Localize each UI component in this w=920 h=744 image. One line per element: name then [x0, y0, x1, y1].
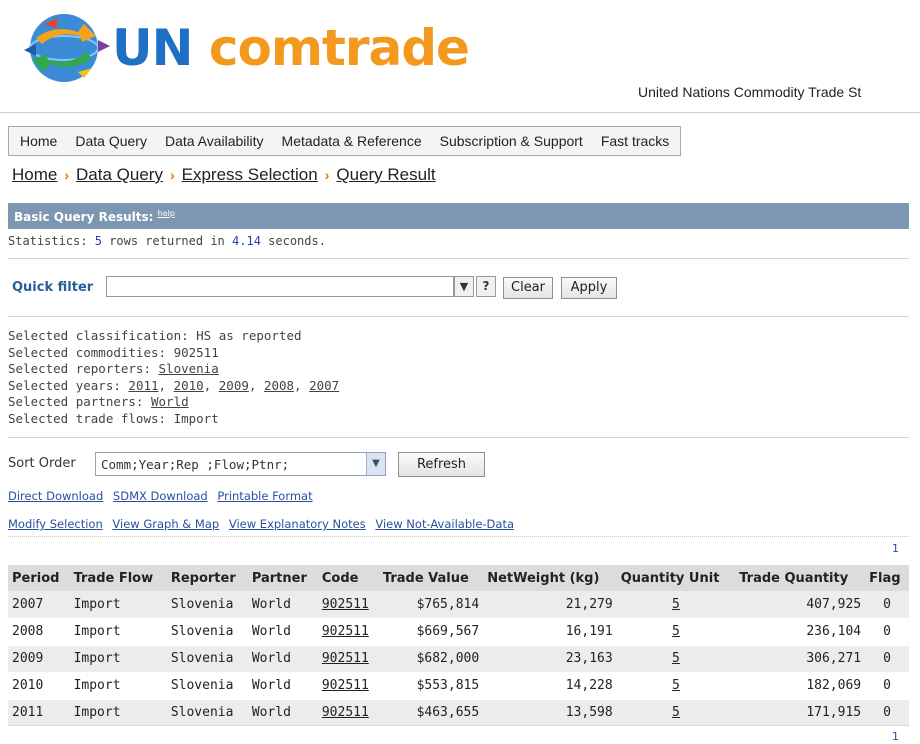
stats-prefix: Statistics:: [8, 234, 88, 248]
cell-quantity-unit-link[interactable]: 5: [617, 672, 736, 699]
cell-partner: World: [248, 672, 318, 699]
cell-flag: 0: [865, 672, 909, 699]
column-header[interactable]: Trade Flow: [70, 565, 167, 591]
selection-summary: [8, 328, 339, 427]
download-links: [8, 489, 319, 503]
apply-button[interactable]: Apply: [561, 277, 617, 299]
results-title: Basic Query Results:: [14, 210, 154, 224]
breadcrumb-home[interactable]: Home: [12, 165, 58, 184]
year-link[interactable]: 2011: [128, 377, 159, 393]
selected-commodities: Selected commodities: 902511: [8, 344, 219, 360]
logo-comtrade-text: comtrade: [208, 19, 469, 77]
cell-trade-quantity: 182,069: [735, 672, 865, 699]
cell-flag: 0: [865, 699, 909, 726]
cell-period: 2007: [8, 591, 70, 618]
cell-trade-value: $765,814: [379, 591, 483, 618]
cell-trade-value: $553,815: [379, 672, 483, 699]
refresh-button[interactable]: Refresh: [398, 452, 485, 477]
cell-flag: 0: [865, 645, 909, 672]
nav-item-data-availability[interactable]: Data Availability: [164, 133, 264, 149]
cell-reporter: Slovenia: [167, 618, 248, 645]
cell-flag: 0: [865, 591, 909, 618]
dotted-divider: [8, 536, 909, 537]
page-header: [0, 0, 920, 112]
cell-net-weight: 16,191: [483, 618, 617, 645]
view-explanatory-notes-link[interactable]: View Explanatory Notes: [228, 517, 366, 531]
column-header[interactable]: Reporter: [167, 565, 248, 591]
cell-period: 2009: [8, 645, 70, 672]
modify-selection-link[interactable]: Modify Selection: [8, 517, 103, 531]
column-header[interactable]: Code: [318, 565, 379, 591]
cell-quantity-unit-link[interactable]: 5: [617, 591, 736, 618]
cell-trade-flow: Import: [70, 672, 167, 699]
table-header-row: [8, 565, 909, 591]
breadcrumb-express-selection[interactable]: Express Selection: [181, 165, 318, 184]
table-row: [8, 672, 909, 699]
selected-classification: Selected classification: HS as reported: [8, 328, 302, 343]
stats-suffix: seconds.: [268, 234, 326, 248]
results-header-bar: [8, 203, 909, 229]
breadcrumb-separator-icon: ›: [64, 167, 70, 183]
cell-period: 2010: [8, 672, 70, 699]
cell-code-link[interactable]: 902511: [318, 672, 379, 699]
selected-reporters: Selected reporters: Slovenia: [8, 361, 219, 376]
column-header[interactable]: NetWeight (kg): [483, 565, 617, 591]
cell-reporter: Slovenia: [167, 699, 248, 726]
cell-trade-value: $463,655: [379, 699, 483, 726]
cell-partner: World: [248, 591, 318, 618]
breadcrumb-query-result[interactable]: Query Result: [336, 165, 436, 184]
cell-trade-value: $669,567: [379, 618, 483, 645]
view-links: [8, 517, 520, 531]
table-row: [8, 591, 909, 618]
chevron-down-icon[interactable]: ▼: [454, 276, 474, 297]
selected-partners: Selected partners: World: [8, 394, 189, 409]
cell-net-weight: 13,598: [483, 699, 617, 726]
cell-quantity-unit-link[interactable]: 5: [617, 618, 736, 645]
year-link[interactable]: 2007: [309, 377, 340, 393]
results-table: [8, 565, 909, 727]
sdmx-download-link[interactable]: SDMX Download: [112, 489, 208, 503]
cell-flag: 0: [865, 618, 909, 645]
sort-order-select[interactable]: Comm;Year;Rep ;Flow;Ptnr;: [95, 452, 386, 476]
year-link[interactable]: 2008: [263, 377, 295, 393]
cell-trade-flow: Import: [70, 645, 167, 672]
stats-seconds: 4.14: [232, 234, 261, 248]
cell-reporter: Slovenia: [167, 672, 248, 699]
cell-net-weight: 23,163: [483, 645, 617, 672]
breadcrumb-separator-icon: ›: [324, 167, 330, 183]
help-link[interactable]: help: [157, 209, 175, 218]
column-header[interactable]: Trade Value: [379, 565, 483, 591]
quick-filter-input[interactable]: [106, 276, 454, 297]
column-header[interactable]: Quantity Unit: [617, 565, 736, 591]
stats-middle: rows returned in: [109, 234, 225, 248]
query-statistics: [8, 234, 326, 248]
main-nav: [8, 126, 681, 156]
site-tagline: United Nations Commodity Trade St: [638, 84, 862, 100]
year-link[interactable]: 2009: [218, 377, 249, 393]
view-not-available-data-link[interactable]: View Not-Available-Data: [375, 517, 515, 531]
quick-filter-label: Quick filter: [12, 280, 94, 295]
cell-code-link[interactable]: 902511: [318, 591, 379, 618]
column-header[interactable]: Flag: [865, 565, 909, 591]
cell-code-link[interactable]: 902511: [318, 618, 379, 645]
selected-trade-flows: Selected trade flows: Import: [8, 410, 219, 426]
nav-item-data-query[interactable]: Data Query: [75, 133, 147, 149]
selected-years: Selected years: 2011, 2010, 2009, 2008, 2007: [8, 377, 340, 393]
cell-trade-quantity: 306,271: [735, 645, 865, 672]
header-divider: [0, 112, 920, 113]
pager-top[interactable]: 1: [892, 542, 899, 555]
cell-trade-flow: Import: [70, 591, 167, 618]
cell-partner: World: [248, 618, 318, 645]
nav-item-fast-tracks[interactable]: Fast tracks: [600, 133, 670, 149]
stats-row-count: 5: [94, 234, 102, 248]
cell-partner: World: [248, 699, 318, 726]
divider: [8, 258, 909, 259]
cell-period: 2011: [8, 699, 70, 726]
cell-quantity-unit-link[interactable]: 5: [617, 699, 736, 726]
breadcrumb: [12, 165, 436, 185]
cell-reporter: Slovenia: [167, 645, 248, 672]
cell-trade-flow: Import: [70, 618, 167, 645]
direct-download-link[interactable]: Direct Download: [8, 489, 104, 503]
view-graph-map-link[interactable]: View Graph & Map: [112, 517, 220, 531]
cell-trade-value: $682,000: [379, 645, 483, 672]
globe-logo-icon: [14, 10, 114, 86]
reporter-link[interactable]: Slovenia: [158, 361, 219, 376]
cell-code-link[interactable]: 902511: [318, 645, 379, 672]
clear-button[interactable]: Clear: [503, 277, 553, 299]
quick-filter-help-button[interactable]: ?: [476, 276, 496, 297]
year-link[interactable]: 2010: [173, 377, 204, 393]
breadcrumb-data-query[interactable]: Data Query: [76, 165, 163, 184]
cell-partner: World: [248, 645, 318, 672]
cell-trade-quantity: 171,915: [735, 699, 865, 726]
cell-trade-flow: Import: [70, 699, 167, 726]
cell-net-weight: 21,279: [483, 591, 617, 618]
logo-un-text: UN: [112, 19, 193, 77]
table-row: [8, 699, 909, 726]
column-header[interactable]: Partner: [248, 565, 318, 591]
cell-trade-quantity: 236,104: [735, 618, 865, 645]
dotted-divider: [8, 725, 909, 726]
table-row: [8, 618, 909, 645]
printable-format-link[interactable]: Printable Format: [217, 489, 313, 503]
nav-item-home[interactable]: Home: [20, 133, 58, 149]
divider: [8, 316, 909, 317]
table-row: [8, 645, 909, 672]
breadcrumb-separator-icon: ›: [169, 167, 175, 183]
divider: [8, 437, 909, 438]
sort-order-label: Sort Order: [8, 456, 76, 471]
cell-code-link[interactable]: 902511: [318, 699, 379, 726]
partner-link[interactable]: World: [151, 394, 189, 409]
column-header[interactable]: Trade Quantity: [735, 565, 865, 591]
cell-period: 2008: [8, 618, 70, 645]
cell-reporter: Slovenia: [167, 591, 248, 618]
nav-item-metadata-reference[interactable]: Metadata & Reference: [281, 133, 422, 149]
chevron-down-icon[interactable]: ▼: [366, 453, 385, 475]
cell-net-weight: 14,228: [483, 672, 617, 699]
cell-quantity-unit-link[interactable]: 5: [617, 645, 736, 672]
cell-trade-quantity: 407,925: [735, 591, 865, 618]
pager-bottom[interactable]: 1: [892, 730, 899, 743]
logo-wordmark[interactable]: [112, 16, 469, 80]
column-header[interactable]: Period: [8, 565, 70, 591]
nav-item-subscription-support[interactable]: Subscription & Support: [439, 133, 583, 149]
